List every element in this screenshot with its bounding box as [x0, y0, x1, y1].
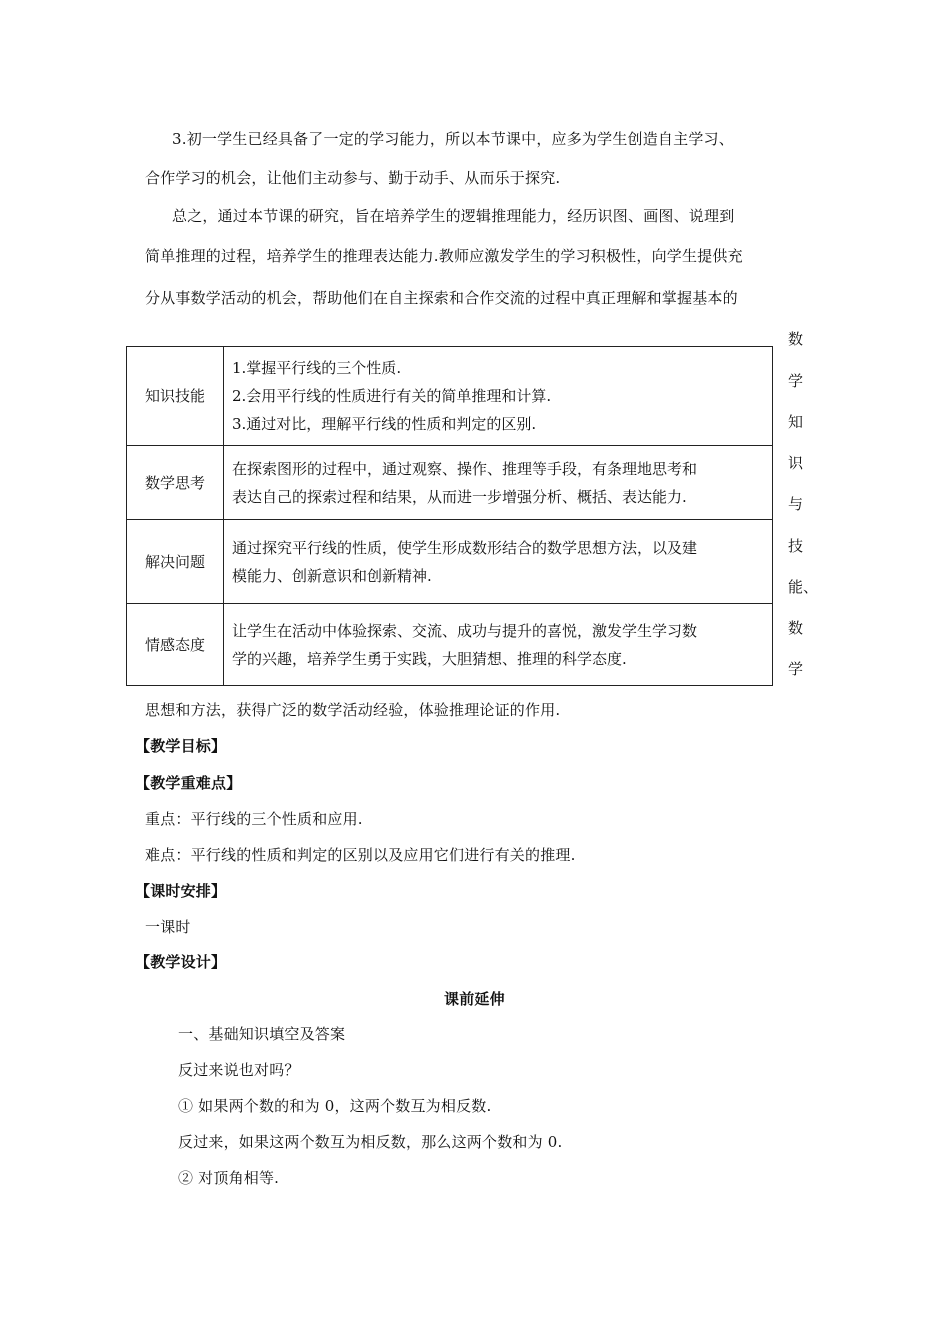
side-char: 学	[788, 372, 804, 390]
row-content-line: 通过探究平行线的性质，使学生形成数形结合的数学思想方法，以及建	[232, 538, 698, 557]
row-label: 解决问题	[127, 520, 224, 604]
row-label: 数学思考	[127, 446, 224, 520]
paragraph-line: 思想和方法，获得广泛的数学活动经验，体验推理论证的作用.	[145, 701, 561, 719]
paragraph-line: 总之，通过本节课的研究，旨在培养学生的逻辑推理能力，经历识图、画图、说理到	[172, 207, 735, 225]
subsection-title: 课前延伸	[444, 990, 505, 1008]
content-line: ① 如果两个数的和为 0，这两个数互为相反数.	[178, 1097, 492, 1115]
row-content-line: 表达自己的探索过程和结果，从而进一步增强分析、概括、表达能力.	[232, 487, 687, 506]
section-heading: 【教学目标】	[135, 737, 227, 755]
side-char: 学	[788, 660, 804, 678]
row-content	[224, 347, 773, 446]
row-content-line: 学的兴趣，培养学生勇于实践，大胆猜想、推理的科学态度.	[232, 649, 627, 668]
row-label: 知识技能	[127, 347, 224, 446]
side-char: 知	[788, 413, 804, 431]
objectives-table	[126, 346, 773, 686]
table-row	[127, 604, 773, 686]
key-point-text: 重点：平行线的三个性质和应用.	[145, 810, 363, 828]
content-line: 一、基础知识填空及答案	[178, 1025, 346, 1043]
side-char: 识	[788, 454, 804, 472]
side-char: 与	[788, 495, 804, 513]
table-row	[127, 446, 773, 520]
section-heading: 【教学重难点】	[135, 774, 242, 792]
row-content	[224, 520, 773, 604]
row-content-line: 模能力、创新意识和创新精神.	[232, 566, 432, 585]
paragraph-line: 3.初一学生已经具备了一定的学习能力，所以本节课中，应多为学生创造自主学习、	[172, 130, 734, 148]
content-line: ② 对顶角相等.	[178, 1169, 280, 1187]
row-content-line: 让学生在活动中体验探索、交流、成功与提升的喜悦，激发学生学习数	[232, 621, 698, 640]
content-line: 反过来说也对吗？	[178, 1061, 300, 1079]
side-char: 数	[788, 330, 804, 348]
side-char: 技	[788, 537, 804, 555]
content-line: 反过来，如果这两个数互为相反数，那么这两个数和为 0.	[178, 1133, 563, 1151]
paragraph-line: 简单推理的过程，培养学生的推理表达能力.教师应激发学生的学习积极性，向学生提供充	[145, 247, 743, 265]
side-char: 能、	[788, 578, 819, 596]
row-content-line: 2.会用平行线的性质进行有关的简单推理和计算.	[232, 387, 552, 405]
row-content	[224, 446, 773, 520]
row-content-line: 1.掌握平行线的三个性质.	[232, 359, 402, 377]
paragraph-line: 分从事数学活动的机会，帮助他们在自主探索和合作交流的过程中真正理解和掌握基本的	[145, 289, 738, 307]
side-char: 数	[788, 619, 804, 637]
paragraph-line: 合作学习的机会，让他们主动参与、勤于动手、从而乐于探究.	[145, 169, 561, 187]
row-content-line: 在探索图形的过程中，通过观察、操作、推理等手段，有条理地思考和	[232, 459, 698, 478]
row-content-line: 3.通过对比，理解平行线的性质和判定的区别.	[232, 415, 537, 433]
schedule-text: 一课时	[145, 918, 191, 936]
row-label: 情感态度	[127, 604, 224, 686]
table-row	[127, 520, 773, 604]
difficult-point-text: 难点：平行线的性质和判定的区别以及应用它们进行有关的推理.	[145, 846, 576, 864]
row-content	[224, 604, 773, 686]
table-row	[127, 347, 773, 446]
section-heading: 【课时安排】	[135, 882, 227, 900]
section-heading: 【教学设计】	[135, 953, 227, 971]
